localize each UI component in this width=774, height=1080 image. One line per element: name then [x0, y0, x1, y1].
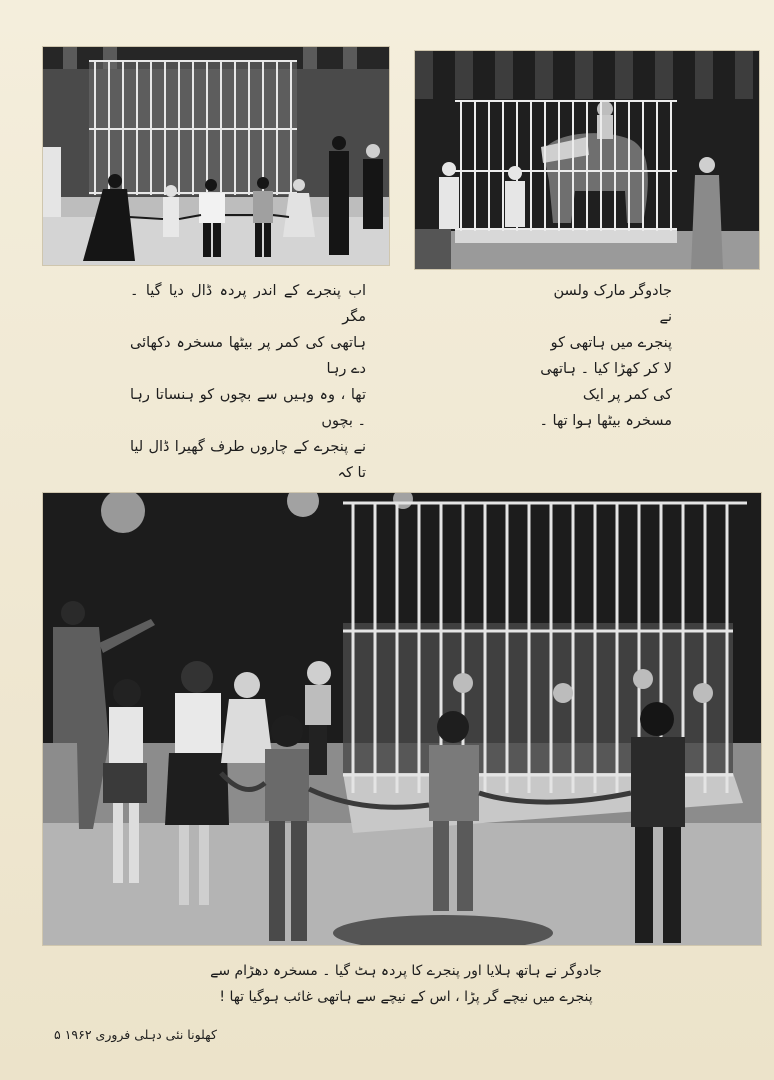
page-footer: کھلونا نئی دہلی فروری ۱۹۶۲ ۵ — [54, 1027, 217, 1042]
children-holding-hands-around-cage-photo — [42, 492, 762, 946]
caption-curtain-drawn: اب پنجرے کے اندر پردہ ڈال دیا گیا ۔ مگر ہاتھی کی کمر پر بیٹھا مسخرہ دکھائی دے رہا تھا ، وہ وہیں سے بچوں کو ہنساتا رہا ۔ بچوں نے پنجرے کے چاروں طرف گھیرا ڈال لیا تا کہ — [130, 283, 366, 481]
elephant-in-cage-photo — [414, 50, 760, 270]
photo-artwork — [43, 47, 389, 265]
photo-artwork — [415, 51, 759, 269]
caption-elephant-vanished: جادوگر نے ہاتھ ہلایا اور پنجرے کا پردہ ہٹ گیا ۔ مسخرہ دھڑام سے پنجرے میں نیچے گر پڑا ، اس کے نیچے سے ہاتھی غائب ہوگیا تھا ! — [210, 963, 602, 1005]
photo-artwork — [43, 493, 761, 945]
children-around-cage-photo — [42, 46, 390, 266]
caption-magician-elephant: جادوگر مارک ولسن نے پنجرے میں ہاتھی کو لا کر کھڑا کیا ۔ ہاتھی کی کمر پر ایک مسخرہ بیٹھا ہوا تھا ۔ — [539, 283, 672, 429]
